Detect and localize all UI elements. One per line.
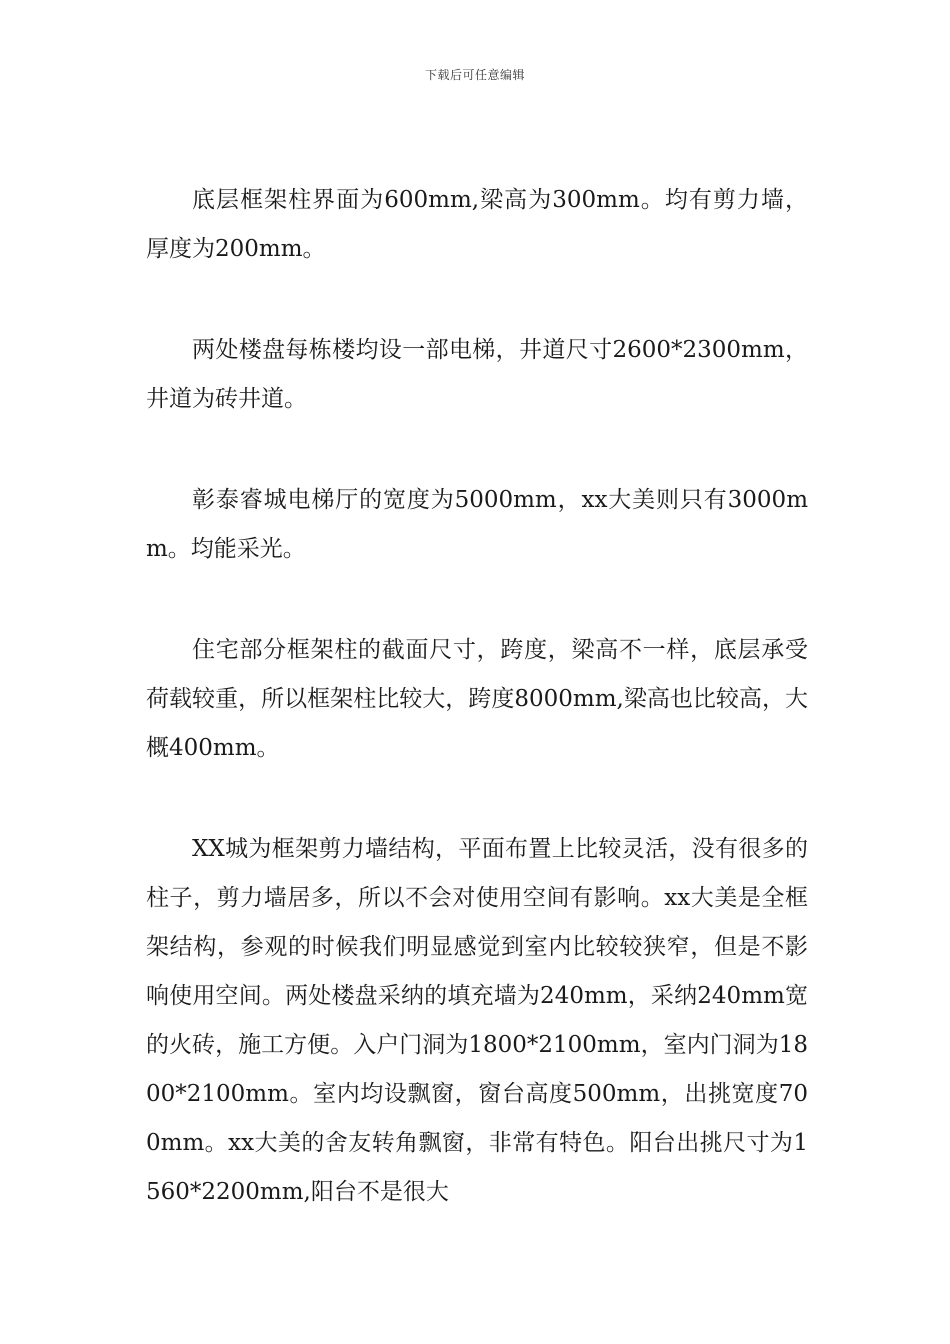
document-body (146, 176, 808, 1269)
page-header: 下载后可任意编辑 (424, 68, 525, 82)
paragraph-elevator-hall: 彰泰睿城电梯厅的宽度为5000mm，xx大美则只有3000mm。均能采光。 (146, 487, 808, 562)
paragraph-frame-column: 底层框架柱界面为600mm,梁高为300mm。均有剪力墙，厚度为200mm。 (146, 187, 808, 262)
paragraph-residential-columns: 住宅部分框架柱的截面尺寸，跨度，梁高不一样，底层承受荷载较重，所以框架柱比较大，跨度8000mm,梁高也比较高，大概400mm。 (146, 637, 808, 761)
paragraph-elevator-shaft: 两处楼盘每栋楼均设一部电梯，井道尺寸2600*2300mm，井道为砖井道。 (146, 337, 808, 412)
paragraph-structure-comparison: XX城为框架剪力墙结构，平面布置上比较灵活，没有很多的柱子，剪力墙居多，所以不会对使用空间有影响。xx大美是全框架结构，参观的时候我们明显感觉到室内比较较狭窄，但是不影响使用空间。两处楼盘采纳的填充墙为240mm，采纳240mm宽的火砖，施工方便。入户门洞为1800*2100mm，室内门洞为1800*2100mm。室内均设飘窗，窗台高度500mm，出挑宽度700mm。xx大美的舍友转角飘窗，非常有特色。阳台出挑尺寸为1560*2200mm,阳台不是很大 (146, 836, 808, 1205)
